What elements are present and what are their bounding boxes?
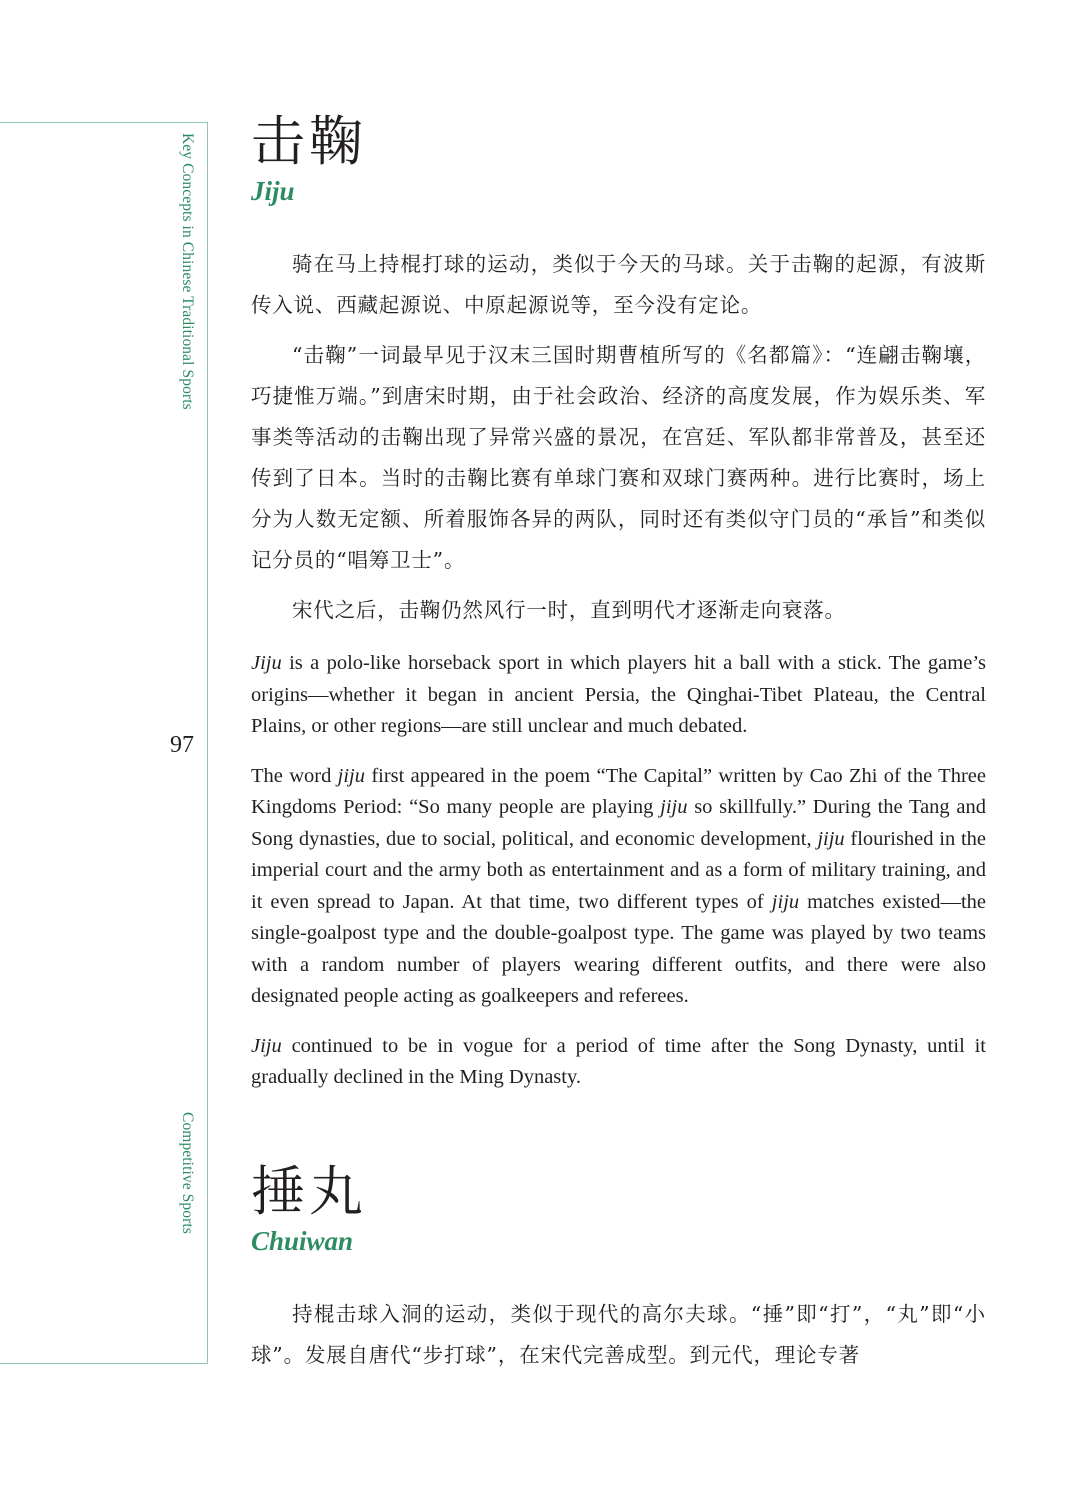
section-label: Competitive Sports xyxy=(179,1112,196,1234)
italic-term: jiju xyxy=(660,796,688,818)
entry-title-english: Jiju xyxy=(251,176,295,206)
chinese-paragraph: 宋代之后，击鞠仍然风行一时，直到明代才逐渐走向衰落。 xyxy=(292,598,846,622)
english-text xyxy=(251,648,986,1094)
chinese-paragraph: 骑在马上持棍打球的运动，类似于今天的马球。关于击鞠的起源，有波斯传入说、西藏起源说、中原起源说等，至今没有定论。 xyxy=(251,252,986,317)
italic-term: jiju xyxy=(817,827,845,850)
running-head: Key Concepts in Chinese Traditional Sports xyxy=(179,133,196,410)
entry-chuiwan xyxy=(251,1162,986,1376)
italic-term: jiju xyxy=(337,764,365,787)
english-paragraph: The word jiju first appeared in the poem “The Capital” written by Cao Zhi of the Three Kingdoms Period: “So many people are playing jiju so skillfully.” During the Tang and Song dynasties, due to social, political, and economic development, jiju flourished in the imperial court and the army both as entertainment and as a form of military training, and it even spread to Japan. At that time, two different types of jiju matches existed—the single-goalpost type and the double-goalpost type. The game was played by two teams with a random number of players wearing different outfits, and there were also designated people acting as goalkeepers and referees. xyxy=(251,764,986,1007)
chinese-paragraph: 持棍击球入洞的运动，类似于现代的高尔夫球。“捶”即“打”，“丸”即“小球”。发展自唐代“步打球”，在宋代完善成型。到元代，理论专著 xyxy=(251,1302,986,1367)
entry-title-chinese: 捶丸 xyxy=(251,1160,367,1223)
italic-term: jiju xyxy=(771,890,800,913)
entry-title-english: Chuiwan xyxy=(251,1226,354,1256)
chinese-text xyxy=(251,1294,986,1376)
italic-term: Jiju xyxy=(251,652,282,674)
chinese-text xyxy=(251,244,986,631)
english-paragraph: Jiju is a polo-like horseback sport in which players hit a ball with a stick. The game’s origins—whether it began in ancient Persia, the Qinghai-Tibet Plateau, the Central Plains, or other regions—are still unclear and much debated. xyxy=(251,652,986,737)
english-paragraph: Jiju continued to be in vogue for a period of time after the Song Dynasty, until it gradually declined in the Ming Dynasty. xyxy=(251,1034,986,1088)
entry-jiju xyxy=(251,112,986,1094)
entry-title-chinese: 击鞠 xyxy=(251,110,367,173)
page-number: 97 xyxy=(170,732,194,758)
italic-term: Jiju xyxy=(251,1034,282,1057)
chinese-paragraph: “击鞠”一词最早见于汉末三国时期曹植所写的《名都篇》：“连翩击鞠壤，巧捷惟万端。”到唐宋时期，由于社会政治、经济的高度发展，作为娱乐类、军事类等活动的击鞠出现了异常兴盛的景况，在宫廷、军队都非常普及，甚至还传到了日本。当时的击鞠比赛有单球门赛和双球门赛两种。进行比赛时，场上分为人数无定额、所着服饰各异的两队，同时还有类似守门员的“承旨”和类似记分员的“唱筹卫士”。 xyxy=(251,343,986,572)
